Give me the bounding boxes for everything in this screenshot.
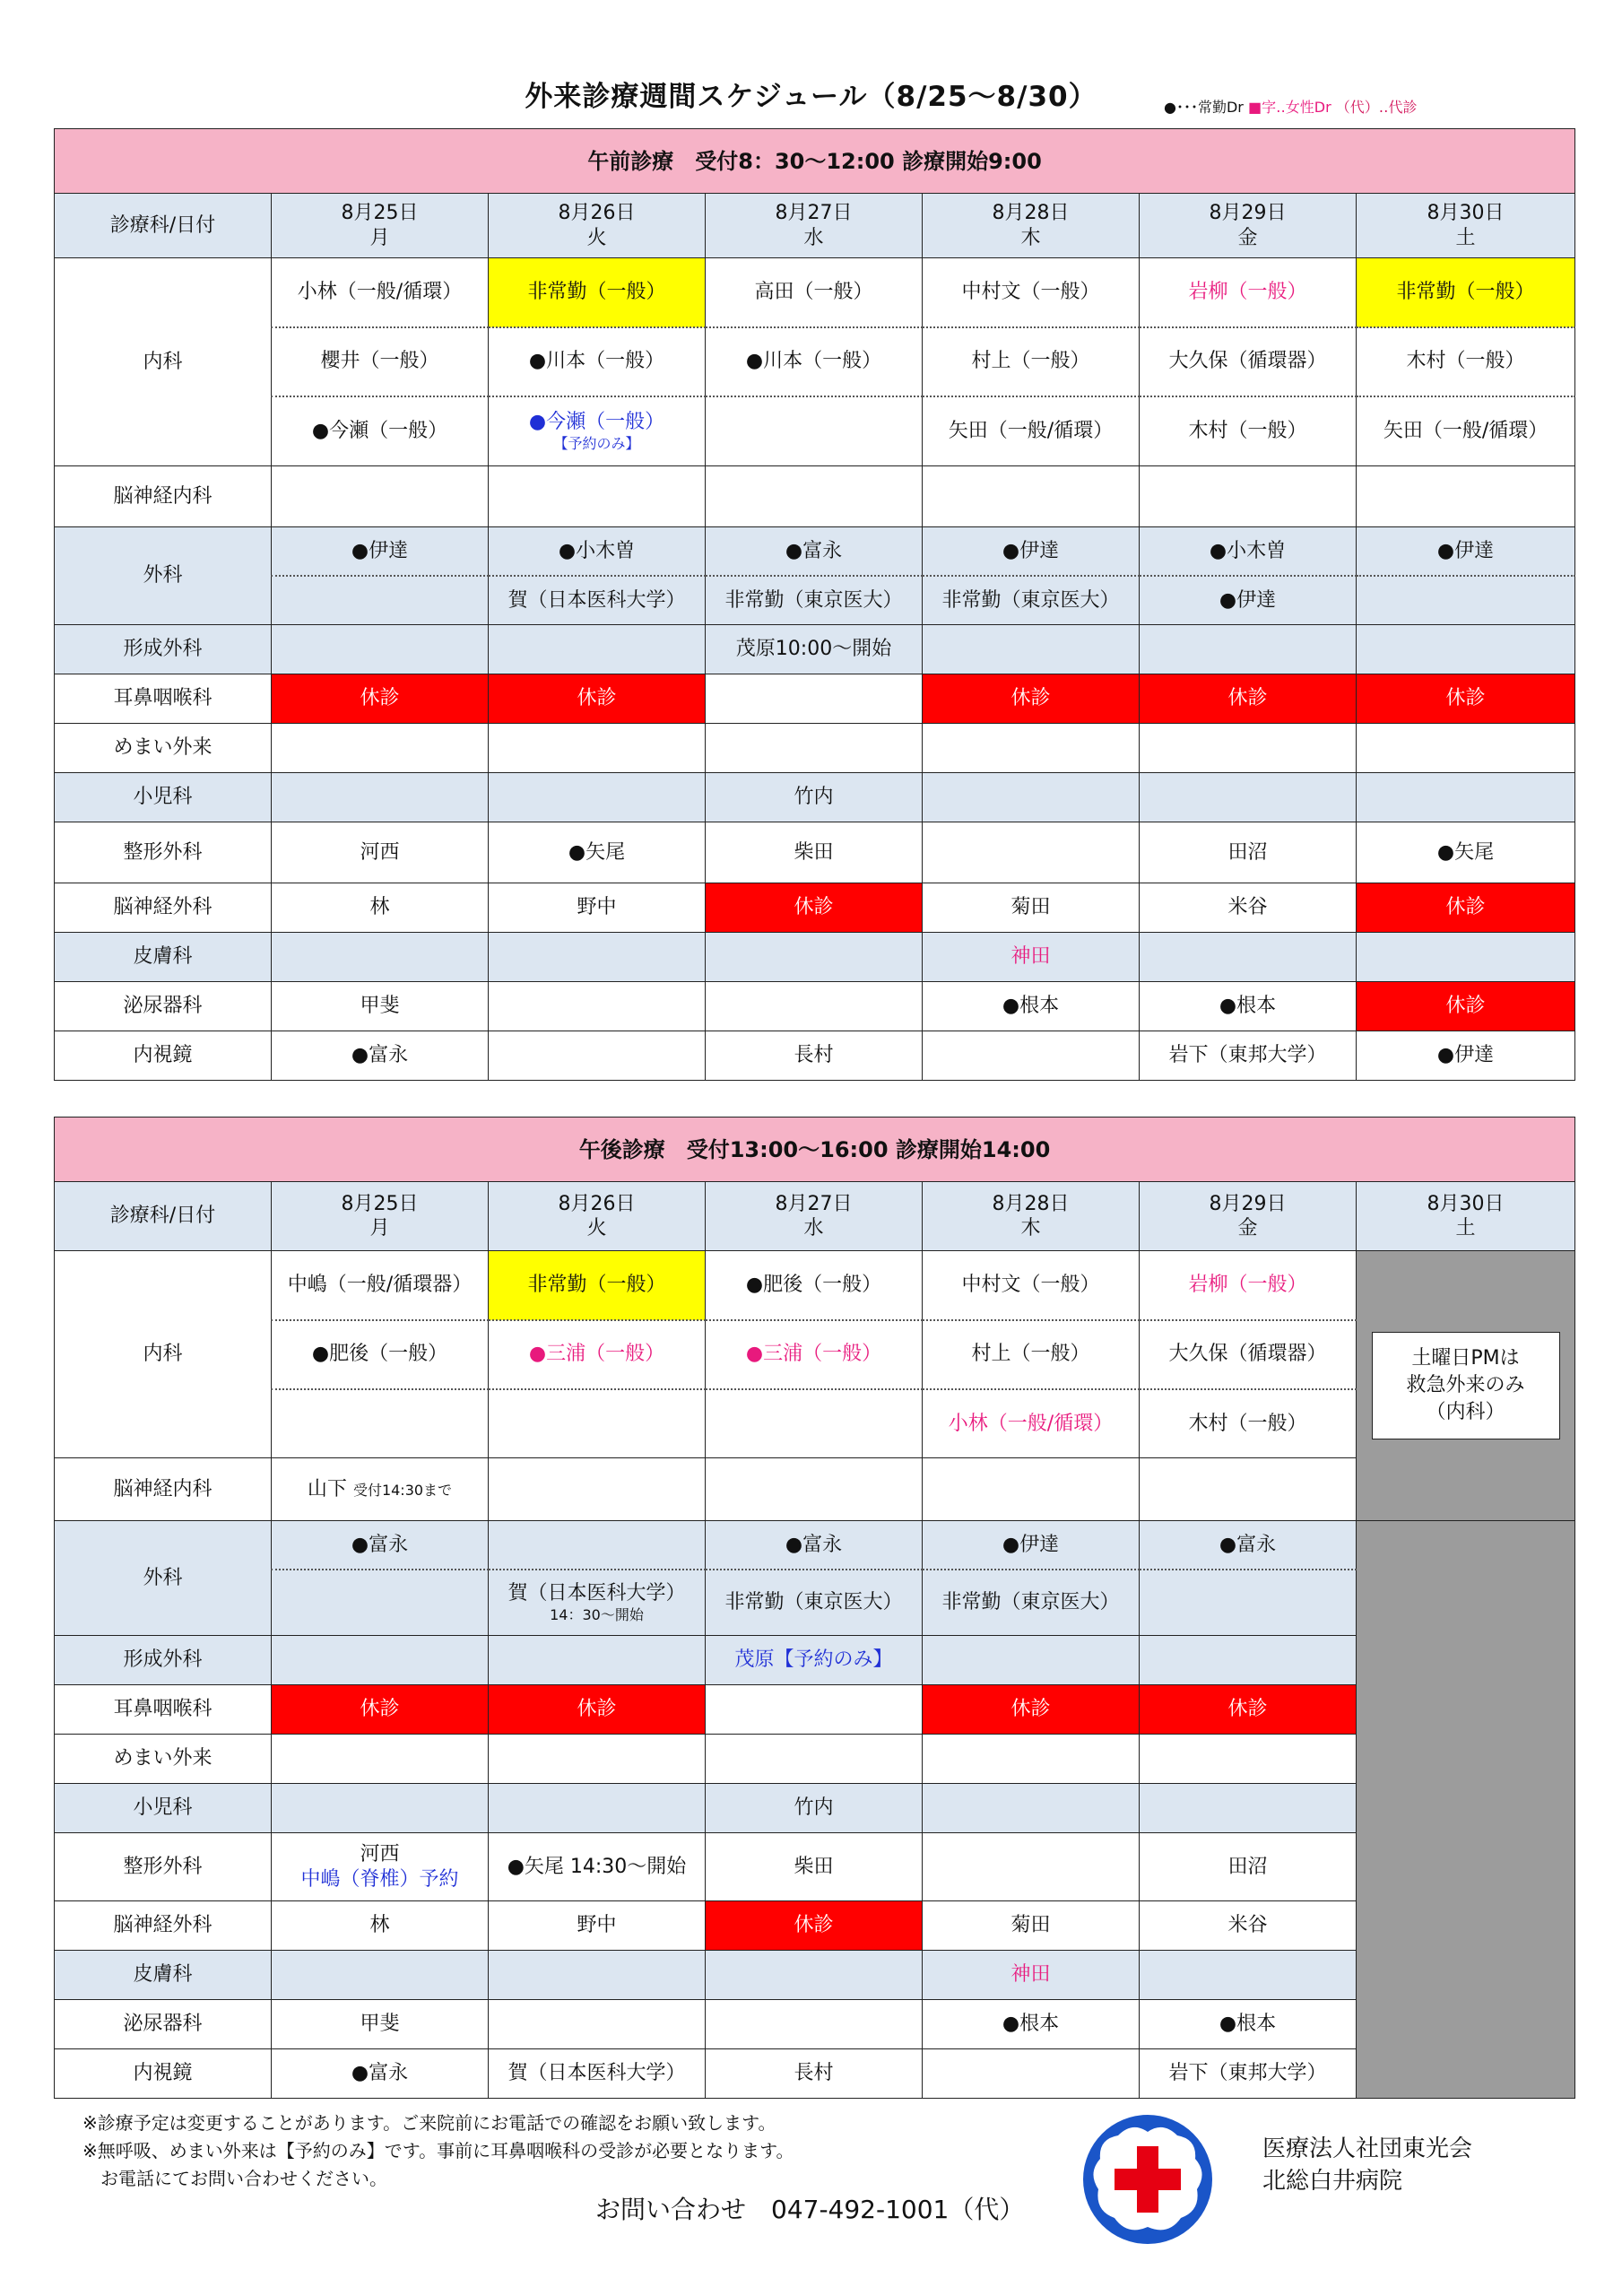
cell: ●伊達: [272, 527, 489, 576]
cell: ●富永: [272, 1031, 489, 1081]
cell: ●小木曽: [1140, 527, 1357, 576]
cell: ●伊達: [1357, 527, 1575, 576]
legend: [1164, 96, 1417, 117]
cell: 非常勤（東京医大）: [923, 576, 1140, 625]
cell: ●根本: [923, 982, 1140, 1031]
cell: 中村文（一般）: [923, 1251, 1140, 1320]
cell: ●肥後（一般）: [272, 1320, 489, 1389]
dept-neurosurgery: 脳神経外科: [55, 883, 272, 933]
cell: 田沼: [1140, 1833, 1357, 1901]
cell: ●矢尾: [1357, 822, 1575, 883]
cell: ●富永: [272, 1521, 489, 1570]
legend-substitute: （代）‥代診: [1335, 99, 1418, 116]
cell: 甲斐: [272, 2000, 489, 2049]
cell: ●肥後（一般）: [706, 1251, 923, 1320]
cell: 米谷: [1140, 1901, 1357, 1951]
cell: ●富永: [272, 2049, 489, 2099]
am-header: 午前診療 受付8：30～12:00 診療開始9:00: [55, 129, 1575, 194]
cell: 村上（一般）: [923, 1320, 1140, 1389]
dept-ortho: 整形外科: [55, 1833, 272, 1901]
closed-cell: 休診: [272, 674, 489, 724]
cell: [272, 576, 489, 625]
closed-cell: 休診: [1140, 674, 1357, 724]
cell: 櫻井（一般）: [272, 327, 489, 396]
cell: ●富永: [706, 527, 923, 576]
dept-endoscopy: 内視鏡: [55, 2049, 272, 2099]
contact-phone: お問い合わせ 047-492-1001（代）: [595, 2195, 1025, 2224]
dept-plastic: 形成外科: [55, 625, 272, 674]
page-title: 外来診療週間スケジュール（8/25～8/30）: [525, 81, 1097, 113]
dept-neurosurgery: 脳神経外科: [55, 1901, 272, 1951]
closed-cell: 休診: [489, 1685, 706, 1735]
am-schedule-table: [54, 128, 1575, 1081]
cell: 神田: [923, 933, 1140, 982]
dept-date-label: 診療科/日付: [55, 194, 272, 258]
dept-internal: 内科: [55, 1251, 272, 1458]
cell: 茂原10:00～開始: [706, 625, 923, 674]
dept-endoscopy: 内視鏡: [55, 1031, 272, 1081]
cell: [489, 2000, 706, 2049]
cell: 甲斐: [272, 982, 489, 1031]
footer-notes: ※診療予定は変更することがあります。ご来院前にお電話での確認をお願い致します。 ※無呼吸、めまい外来は【予約のみ】です。事前に耳鼻咽喉科の受診が必要となります。 お電話にてお問い合わせください。: [82, 2112, 794, 2189]
day-header: 8月27日 水: [706, 194, 923, 258]
cell: ●伊達: [1140, 576, 1357, 625]
cell: 木村（一般）: [1140, 1389, 1357, 1458]
cell: 小林（一般/循環）: [272, 258, 489, 327]
saturday-pm-closed: [1357, 1521, 1575, 2099]
cell: 岩下（東邦大学）: [1140, 2049, 1357, 2099]
cell: ●伊達: [923, 527, 1140, 576]
dept-vertigo: めまい外来: [55, 724, 272, 773]
cell: ●富永: [1140, 1521, 1357, 1570]
cell: 中嶋（一般/循環器）: [272, 1251, 489, 1320]
day-header: 8月25日 月: [272, 194, 489, 258]
cell: ●今瀬（一般） 【予約のみ】: [489, 396, 706, 466]
dept-plastic: 形成外科: [55, 1636, 272, 1685]
day-header: 8月30日 土: [1357, 194, 1575, 258]
cell: 柴田: [706, 822, 923, 883]
cell: [489, 1031, 706, 1081]
dept-urology: 泌尿器科: [55, 2000, 272, 2049]
dept-derm: 皮膚科: [55, 933, 272, 982]
cell: ●根本: [1140, 982, 1357, 1031]
cell: 菊田: [923, 1901, 1140, 1951]
cell: 野中: [489, 883, 706, 933]
cell: 非常勤（東京医大）: [706, 576, 923, 625]
cell: 柴田: [706, 1833, 923, 1901]
cell: [489, 1389, 706, 1458]
closed-cell: 休診: [489, 674, 706, 724]
cell: 矢田（一般/循環）: [1357, 396, 1575, 466]
cell: ●根本: [1140, 2000, 1357, 2049]
cell: 竹内: [706, 773, 923, 822]
cell: ●伊達: [923, 1521, 1140, 1570]
cell: 賀（日本医科大学）: [489, 2049, 706, 2099]
cell: 小林（一般/循環）: [923, 1389, 1140, 1458]
cell: ●三浦（一般）: [706, 1320, 923, 1389]
pm-schedule-table: [54, 1117, 1575, 2099]
cell: [706, 396, 923, 466]
cell: 矢田（一般/循環）: [923, 396, 1140, 466]
cell: ●富永: [706, 1521, 923, 1570]
cell: 長村: [706, 2049, 923, 2099]
cell: [706, 2000, 923, 2049]
cell: ●矢尾 14:30～開始: [489, 1833, 706, 1901]
cell: 村上（一般）: [923, 327, 1140, 396]
cell: 岩下（東邦大学）: [1140, 1031, 1357, 1081]
cell: 非常勤（東京医大）: [923, 1570, 1140, 1636]
day-header: 8月28日 木: [923, 194, 1140, 258]
organization-name: 医療法人社団東光会 北総白井病院: [1262, 2135, 1473, 2196]
cell: ●川本（一般）: [706, 327, 923, 396]
cell: [923, 1031, 1140, 1081]
day-header: 8月30日 土: [1357, 1182, 1575, 1251]
dept-pediatrics: 小児科: [55, 1784, 272, 1833]
cell: 竹内: [706, 1784, 923, 1833]
cell: 大久保（循環器）: [1140, 327, 1357, 396]
cell: ●伊達: [1357, 1031, 1575, 1081]
cell: 神田: [923, 1951, 1140, 2000]
closed-cell: 休診: [1357, 883, 1575, 933]
hospital-logo-icon: [1080, 2112, 1215, 2247]
cell: 林: [272, 1901, 489, 1951]
cell: 木村（一般）: [1140, 396, 1357, 466]
day-header: 8月26日 火: [489, 194, 706, 258]
cell: 中村文（一般）: [923, 258, 1140, 327]
legend-female: ■字‥女性Dr: [1247, 99, 1331, 116]
day-header: 8月28日 木: [923, 1182, 1140, 1251]
saturday-note: 土曜日PMは 救急外来のみ （内科）: [1372, 1332, 1560, 1439]
cell: [272, 1570, 489, 1636]
closed-cell: 休診: [706, 883, 923, 933]
dept-derm: 皮膚科: [55, 1951, 272, 2000]
cell: 長村: [706, 1031, 923, 1081]
cell: 菊田: [923, 883, 1140, 933]
cell: 岩柳（一般）: [1140, 258, 1357, 327]
closed-cell: 休診: [1357, 674, 1575, 724]
cell: 河西 中嶋（脊椎）予約: [272, 1833, 489, 1901]
cell: [923, 1833, 1140, 1901]
cell: 非常勤（一般）: [489, 1251, 706, 1320]
cell: 賀（日本医科大学）: [489, 576, 706, 625]
dept-internal: 内科: [55, 258, 272, 466]
dept-vertigo: めまい外来: [55, 1735, 272, 1784]
cell: [706, 1389, 923, 1458]
cell: [272, 1389, 489, 1458]
cell: 野中: [489, 1901, 706, 1951]
closed-cell: 休診: [1357, 982, 1575, 1031]
cell: [923, 2049, 1140, 2099]
cell: ●矢尾: [489, 822, 706, 883]
day-header: 8月25日 月: [272, 1182, 489, 1251]
dept-ortho: 整形外科: [55, 822, 272, 883]
day-header: 8月26日 火: [489, 1182, 706, 1251]
cell: [1140, 1570, 1357, 1636]
saturday-pm-closed: [1357, 1251, 1575, 1521]
closed-cell: 休診: [923, 674, 1140, 724]
cell: ●三浦（一般）: [489, 1320, 706, 1389]
day-header: 8月27日 水: [706, 1182, 923, 1251]
cell: 賀（日本医科大学） 14：30～開始: [489, 1570, 706, 1636]
cell: [706, 982, 923, 1031]
day-header: 8月29日 金: [1140, 194, 1357, 258]
dept-surgery: 外科: [55, 1521, 272, 1636]
cell: 田沼: [1140, 822, 1357, 883]
day-header: 8月29日 金: [1140, 1182, 1357, 1251]
cell: 大久保（循環器）: [1140, 1320, 1357, 1389]
pm-header: 午後診療 受付13:00～16:00 診療開始14:00: [55, 1118, 1575, 1182]
cell: ●小木曽: [489, 527, 706, 576]
cell: 非常勤（東京医大）: [706, 1570, 923, 1636]
cell: 非常勤（一般）: [489, 258, 706, 327]
dept-ent: 耳鼻咽喉科: [55, 1685, 272, 1735]
closed-cell: 休診: [272, 1685, 489, 1735]
cell: 米谷: [1140, 883, 1357, 933]
cell: [1357, 576, 1575, 625]
cell: [489, 982, 706, 1031]
dept-pediatrics: 小児科: [55, 773, 272, 822]
cell: [923, 822, 1140, 883]
cell: 岩柳（一般）: [1140, 1251, 1357, 1320]
cell: 木村（一般）: [1357, 327, 1575, 396]
cell: 林: [272, 883, 489, 933]
dept-neurology: 脳神経内科: [55, 466, 272, 527]
dept-date-label: 診療科/日付: [55, 1182, 272, 1251]
dept-surgery: 外科: [55, 527, 272, 625]
dept-ent: 耳鼻咽喉科: [55, 674, 272, 724]
cell: 高田（一般）: [706, 258, 923, 327]
cell: 茂原【予約のみ】: [706, 1636, 923, 1685]
dept-urology: 泌尿器科: [55, 982, 272, 1031]
cell: 河西: [272, 822, 489, 883]
legend-regular: ●･･･常勤Dr: [1164, 99, 1244, 116]
cell: ●今瀬（一般）: [272, 396, 489, 466]
cell: ●根本: [923, 2000, 1140, 2049]
cell: ●川本（一般）: [489, 327, 706, 396]
cell: 非常勤（一般）: [1357, 258, 1575, 327]
dept-neurology: 脳神経内科: [55, 1458, 272, 1521]
closed-cell: 休診: [706, 1901, 923, 1951]
closed-cell: 休診: [1140, 1685, 1357, 1735]
cell: [489, 1521, 706, 1570]
closed-cell: 休診: [923, 1685, 1140, 1735]
cell: 山下 受付14:30まで: [272, 1458, 489, 1521]
